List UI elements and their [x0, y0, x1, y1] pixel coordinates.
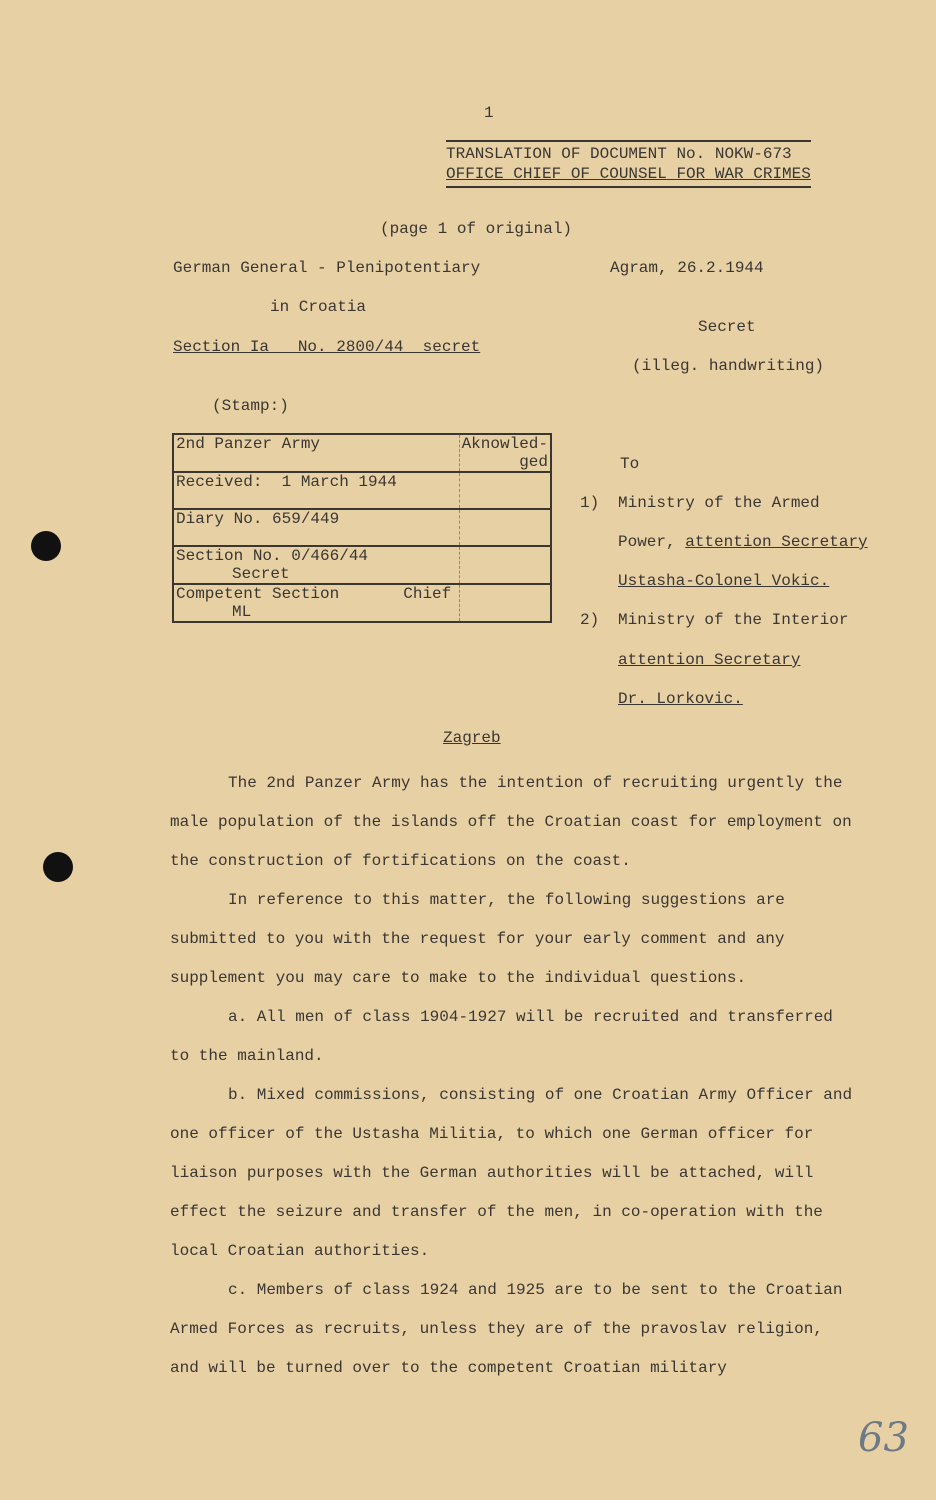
section-reference: Section Ia No. 2800/44 secret	[173, 338, 481, 356]
recipient-2-line: Ministry of the Interior	[618, 611, 849, 629]
punch-hole	[43, 852, 73, 882]
handwriting-note: (illeg. handwriting)	[632, 357, 825, 375]
stamp-received: Received: 1 March 1944	[173, 472, 459, 509]
recipient-2-line: Dr. Lorkovic.	[618, 690, 743, 708]
stamp-unit: 2nd Panzer Army	[173, 434, 459, 472]
recipients-to: To	[620, 455, 640, 473]
stamp-label: (Stamp:)	[212, 397, 289, 415]
page-number: 1	[484, 104, 494, 122]
folio-number: 63	[858, 1415, 909, 1461]
paragraph: c. Members of class 1924 and 1925 are to be sent to the Croatian Armed Forces as recruits, unless they are of the pravoslav religion, and will be turned over to the competent Croatian military	[170, 1281, 843, 1377]
sender-line-1: German General - Plenipotentiary	[173, 259, 481, 277]
recipient-1-line: Power, attention Secretary	[618, 533, 868, 551]
recipient-number: 2)	[580, 611, 600, 629]
place-date: Agram, 26.2.1944	[610, 259, 764, 277]
stamp-acknowledged: Aknowled-ged	[459, 434, 551, 472]
page-note: (page 1 of original)	[380, 220, 573, 238]
receipt-stamp	[172, 433, 552, 623]
stamp-diary: Diary No. 659/449	[173, 509, 459, 546]
paragraph: In reference to this matter, the following suggestions are submitted to you with the request for your early comment and any supplement you may care to make to the individual questions.	[170, 891, 785, 987]
paragraph: The 2nd Panzer Army has the intention of recruiting urgently the male population of the islands off the Croatian coast for employment on the construction of fortifications on the coast.	[170, 774, 852, 870]
paragraph: a. All men of class 1904-1927 will be recruited and transferred to the mainland.	[170, 1008, 833, 1065]
stamp-section: Section No. 0/466/44 Secret	[173, 546, 459, 584]
header-line-2: OFFICE CHIEF OF COUNSEL FOR WAR CRIMES	[446, 165, 811, 183]
recipient-1-line: Ustasha-Colonel Vokic.	[618, 572, 830, 590]
classification: Secret	[698, 318, 756, 336]
sender-line-2: in Croatia	[270, 298, 367, 316]
location: Zagreb	[443, 729, 501, 747]
recipient-number: 1)	[580, 494, 600, 512]
paragraph: b. Mixed commissions, consisting of one Croatian Army Officer and one officer of the Ustasha Militia, to which one German officer for liaison purposes with the German authorities will be attached, will effect the seizure and transfer of the men, in co-operation with the local Croatian authorities.	[170, 1086, 853, 1260]
recipient-1-line: Ministry of the Armed	[618, 494, 820, 512]
stamp-competent: Competent Section Chief ML	[173, 584, 459, 622]
letter-body	[170, 764, 860, 1388]
translation-header	[446, 140, 811, 188]
recipient-2-line: attention Secretary	[618, 651, 801, 669]
header-line-1: TRANSLATION OF DOCUMENT No. NOKW-673	[446, 145, 792, 163]
punch-hole	[31, 531, 61, 561]
